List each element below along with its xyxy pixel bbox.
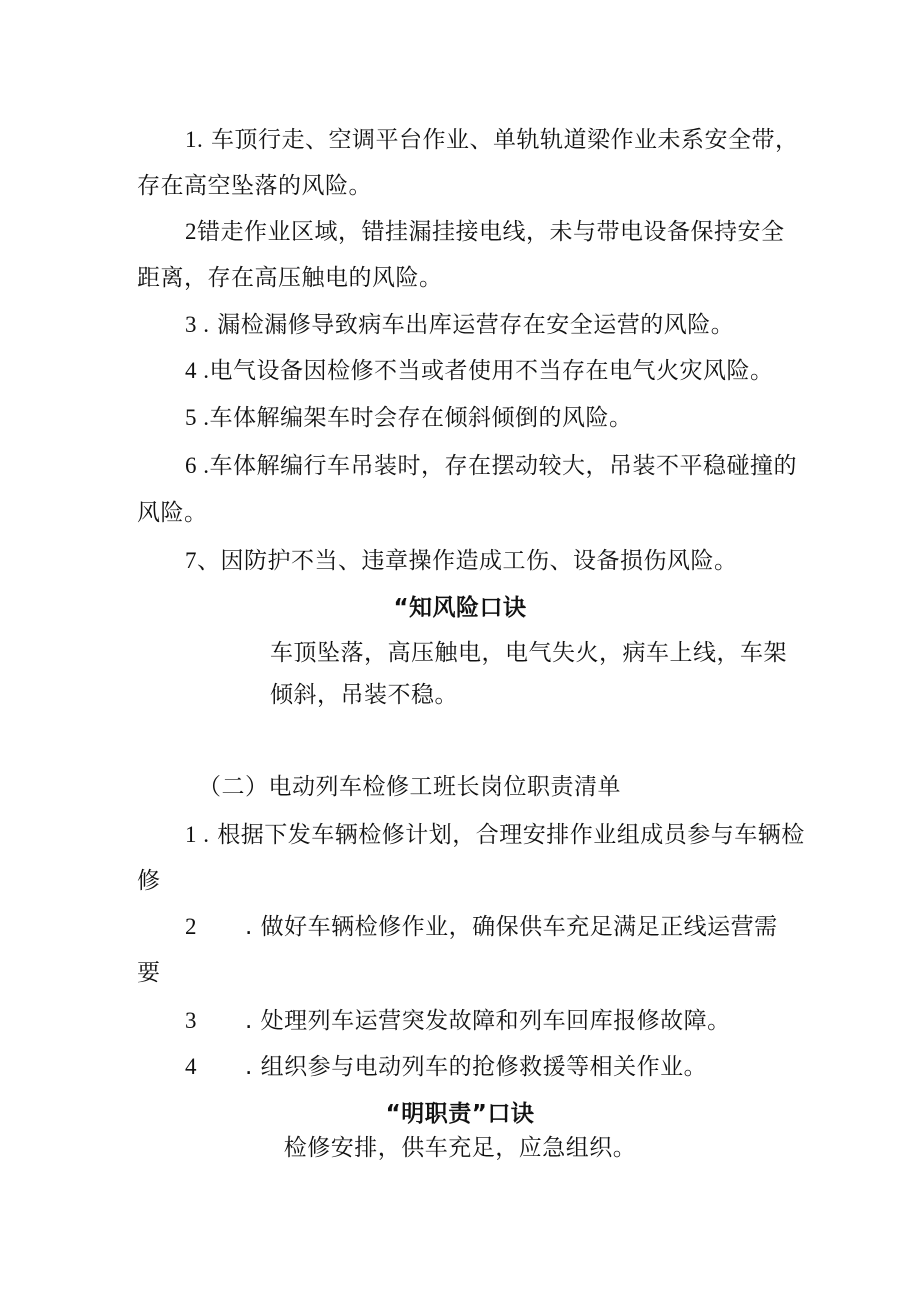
risk-mnemonic-heading: “知风险口诀 (393, 595, 527, 621)
risk-item-2-line-2: 距离，存在高压触电的风险。 (137, 265, 443, 291)
duty-item-4-number: 4 (185, 1054, 197, 1079)
risk-item-6-text: 车体解编行车吊装时，存在摆动较大，吊装不平稳碰撞的 (209, 453, 797, 479)
risk-item-1-number: 1. (185, 127, 204, 152)
risk-item-2-text: 错走作业区域，错挂漏挂接电线，未与带电设备保持安全 (197, 219, 785, 245)
risk-item-6-line-2: 风险。 (137, 500, 208, 526)
risk-mnemonic-line-2: 倾斜，吊装不稳。 (270, 682, 458, 708)
risk-item-2-line-1 (185, 217, 785, 247)
duty-item-2-line-1: . 做好车辆检修作业，确保供车充足满足正线运营需 (245, 914, 778, 940)
risk-item-5-number: 5 . (185, 405, 210, 430)
risk-item-7 (185, 546, 738, 576)
duty-item-3-number: 3 (185, 1008, 197, 1033)
risk-item-3-text: 漏检漏修导致病车出库运营存在安全运营的风险。 (209, 312, 735, 338)
risk-item-3-number: 3 . (185, 312, 210, 337)
duty-item-2-number: 2 (185, 914, 197, 939)
risk-item-4 (185, 356, 774, 386)
risk-item-1-line-2: 存在高空坠落的风险。 (137, 173, 372, 199)
duty-mnemonic-text: 检修安排，供车充足，应急组织。 (283, 1135, 637, 1161)
risk-item-3 (185, 310, 734, 340)
risk-item-5-text: 车体解编架车时会存在倾斜倾倒的风险。 (209, 405, 633, 431)
duty-item-3-text: . 处理列车运营突发故障和列车回库报修故障。 (245, 1008, 731, 1034)
risk-item-4-text: 电气设备因检修不当或者使用不当存在电气火灾风险。 (209, 358, 774, 384)
duty-item-2-line-2: 要 (137, 960, 161, 986)
duty-item-1-text: 根据下发车辆检修计划，合理安排作业组成员参与车辆检 (209, 822, 805, 848)
risk-item-7-number: 7 (185, 548, 197, 573)
risk-item-6-number: 6 . (185, 453, 210, 478)
section-2-title: （二）电动列车检修工班长岗位职责清单 (198, 774, 621, 800)
risk-item-1-text: 车顶行走、空调平台作业、单轨轨道梁作业未系安全带， (203, 127, 799, 153)
risk-item-4-number: 4 . (185, 358, 210, 383)
duty-item-1-line-1 (185, 820, 805, 850)
duty-item-4-text: . 组织参与电动列车的抢修救援等相关作业。 (245, 1054, 708, 1080)
risk-item-2-number: 2 (185, 219, 197, 244)
risk-item-7-text: 、因防护不当、违章操作造成工伤、设备损伤风险。 (197, 548, 738, 574)
risk-item-1-line-1 (185, 125, 799, 155)
risk-item-6-line-1 (185, 451, 797, 481)
duty-item-1-number: 1 . (185, 822, 210, 847)
duty-mnemonic-heading: “明职责”口诀 (385, 1101, 535, 1127)
risk-mnemonic-line-1: 车顶坠落，高压触电，电气失火，病车上线，车架 (270, 640, 787, 666)
duty-item-1-line-2: 修 (137, 868, 161, 894)
risk-item-5 (185, 403, 633, 433)
